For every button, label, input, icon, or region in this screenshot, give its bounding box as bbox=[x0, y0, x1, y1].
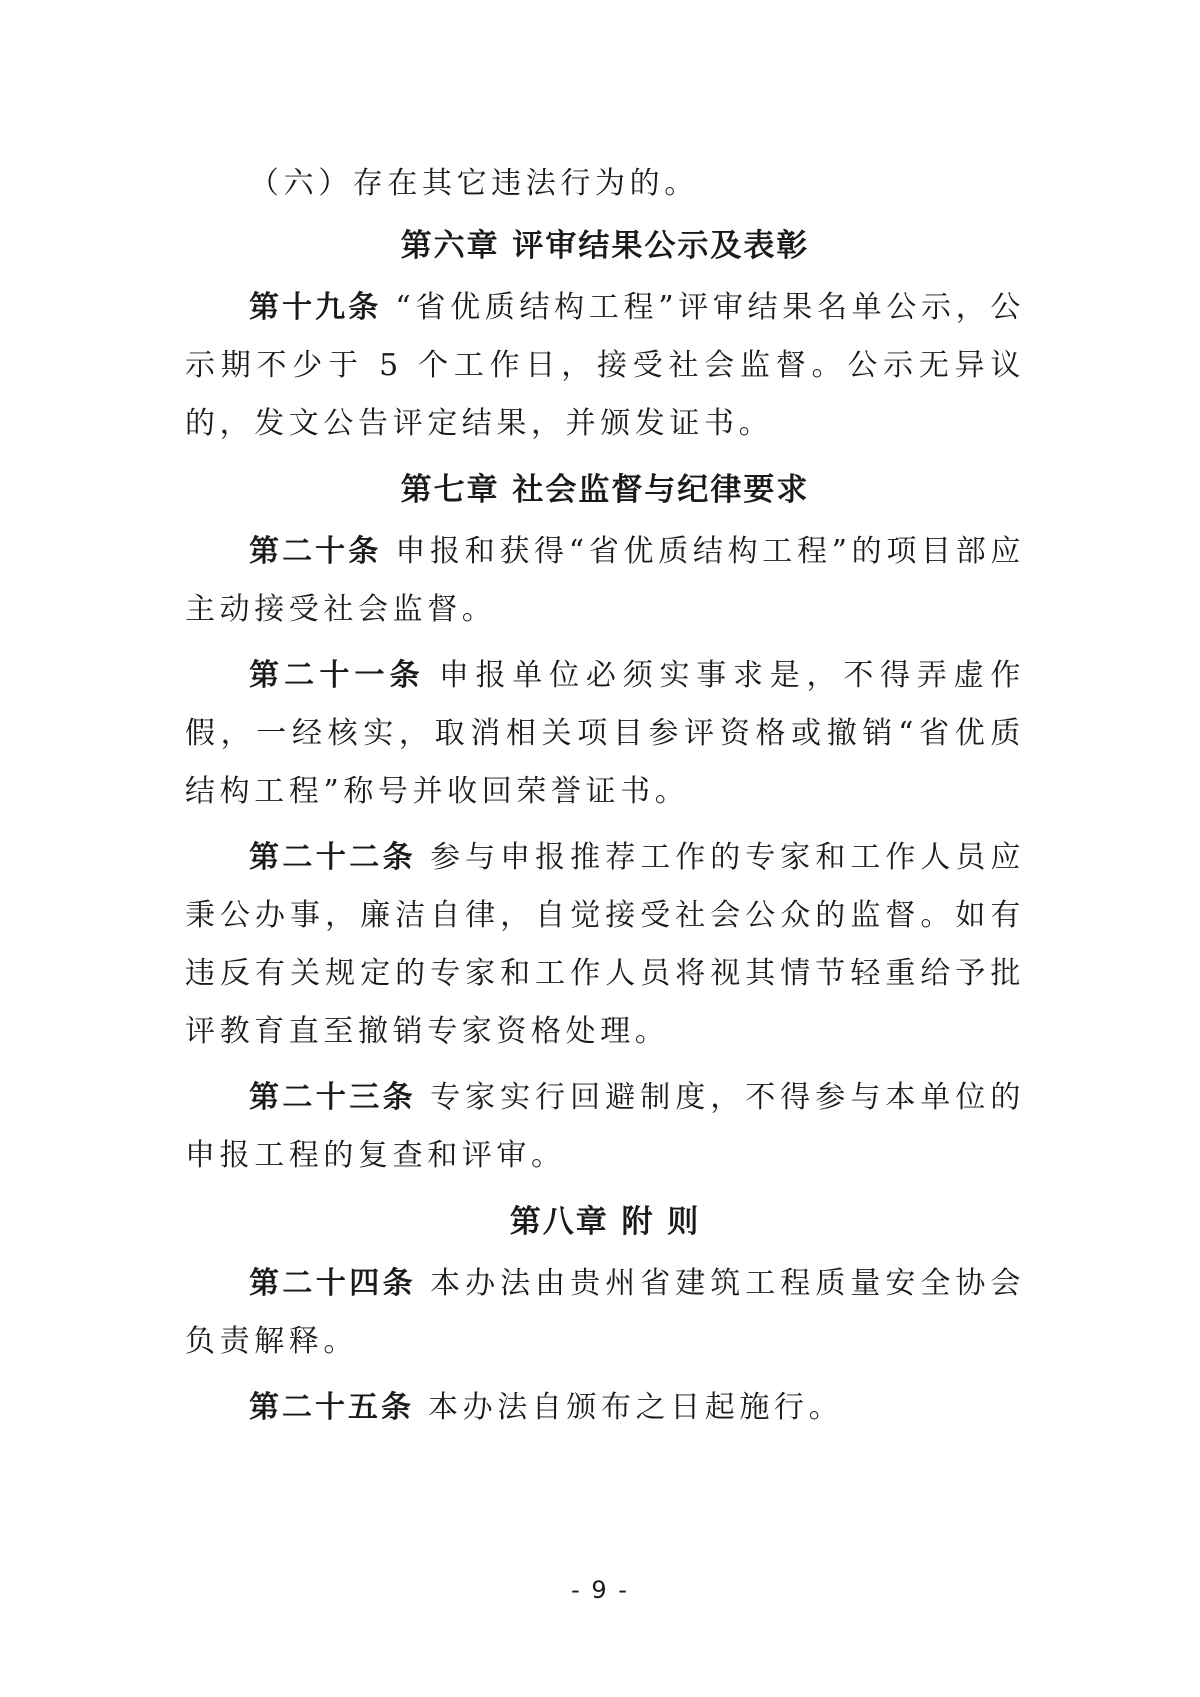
article-25-label: 第二十五条 bbox=[249, 1390, 414, 1425]
article-23-text: 专家实行回避制度，不得参与本单位的申报工程的复查和评审。 bbox=[185, 1080, 1026, 1173]
article-21 bbox=[185, 647, 1025, 821]
article-21-label: 第二十一条 bbox=[249, 658, 425, 693]
article-20-text: 申报和获得“省优质结构工程”的项目部应主动接受社会监督。 bbox=[185, 534, 1026, 627]
article-20 bbox=[185, 523, 1025, 639]
article-25-text: 本办法自颁布之日起施行。 bbox=[428, 1390, 844, 1425]
article-19-label: 第十九条 bbox=[249, 290, 382, 325]
chapter-8-heading: 第八章 附 则 bbox=[509, 1204, 701, 1240]
article-22-label: 第二十二条 bbox=[249, 840, 417, 875]
article-22-text: 参与申报推荐工作的专家和工作人员应秉公办事，廉洁自律，自觉接受社会公众的监督。如有违反有关规定的专家和工作人员将视其情节轻重给予批评教育直至撤销专家资格处理。 bbox=[185, 840, 1026, 1049]
article-24 bbox=[185, 1255, 1025, 1371]
page-number: - 9 - bbox=[571, 1576, 629, 1604]
article-20-label: 第二十条 bbox=[249, 534, 382, 569]
article-19-text: “省优质结构工程”评审结果名单公示，公示期不少于 5 个工作日，接受社会监督。公示无异议的，发文公告评定结果，并颁发证书。 bbox=[185, 290, 1026, 441]
article-23 bbox=[185, 1069, 1025, 1185]
article-24-text: 本办法由贵州省建筑工程质量安全协会负责解释。 bbox=[185, 1266, 1026, 1359]
list-item-6: （六）存在其它违法行为的。 bbox=[249, 166, 699, 201]
article-21-text: 申报单位必须实事求是，不得弄虚作假，一经核实，取消相关项目参评资格或撤销“省优质结构工程”称号并收回荣誉证书。 bbox=[185, 658, 1026, 809]
chapter-7-heading: 第七章 社会监督与纪律要求 bbox=[400, 472, 810, 508]
document-body bbox=[185, 155, 1025, 1445]
article-23-label: 第二十三条 bbox=[249, 1080, 417, 1115]
article-22 bbox=[185, 829, 1025, 1061]
chapter-6-heading: 第六章 评审结果公示及表彰 bbox=[400, 228, 810, 264]
article-24-label: 第二十四条 bbox=[249, 1266, 417, 1301]
article-19 bbox=[185, 279, 1025, 453]
article-25 bbox=[185, 1379, 1025, 1437]
